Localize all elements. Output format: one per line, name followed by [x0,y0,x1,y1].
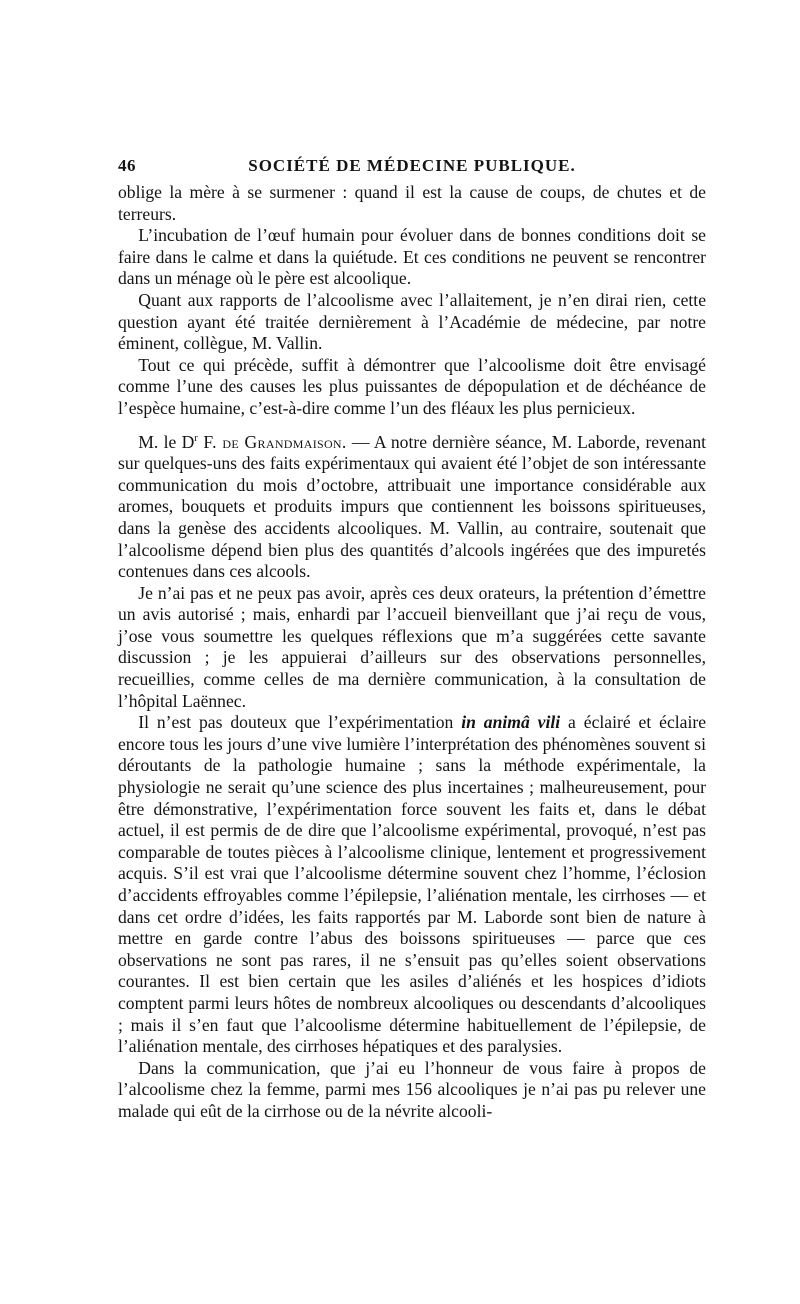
running-header [118,150,706,176]
body-text [118,182,706,1123]
paragraph-7-text-after: a éclairé et éclaire encore tous les jours d’une vive lumière l’interprétation des phénomènes souvent si déroutants de la pathologie humaine ; sans la méthode expérimentale, la physiologie ne serait qu’une science des plus incertaines ; malheureusement, pour être démonstrative, l’expérimentation force souvent les faits et, dans le débat actuel, il est permis de de dire que l’alcoolisme expérimental, provoqué, n’est pas comparable de toutes pièces à l’alcoolisme clinique, lentement et progressivement acquis. S’il est vrai que l’alcoolisme détermine souvent chez l’homme, l’éclosion d’accidents effroyables comme l’épilepsie, l’aliénation mentale, les cirrhoses — et dans cet ordre d’idées, les faits rapportés par M. Laborde sont bien de nature à mettre en garde contre l’abus des boissons spiritueuses — parce que ces observations ne sont pas rares, il ne s’ensuit pas qu’elles soient observations courantes. Il est bien certain que les asiles d’aliénés et les hospices d’idiots comptent parmi leurs hôtes de nombreux alcooliques ou descendants d’alcooliques ; mais il s’en faut que l’alcoolisme détermine habituellement de l’épilepsie, de l’aliénation mentale, des cirrhoses hépatiques et des paralysies. [118,712,707,1057]
paragraph-7-text-before: Il n’est pas douteux que l’expérimentation [138,712,462,733]
paragraph-5 [118,432,706,583]
speaker-prefix: M. le D [138,431,195,452]
paragraph-4: Tout ce qui précède, suffit à démontrer que l’alcoolisme doit être envisagé comme l’une des causes les plus puissantes de dépopulation et de déchéance de l’espèce humaine, c’est-à-dire comme l’un des fléaux les plus pernicieux. [118,354,706,418]
paragraph-3: Quant aux rapports de l’alcoolisme avec l’allaitement, je n’en dirai rien, cette question ayant été traitée dernièrement à l’Académie de médecine, par notre éminent, collègue, M. Vallin. [118,289,706,354]
document-page [118,150,706,1123]
paragraph-2: L’incubation de l’œuf humain pour évoluer dans de bonnes conditions doit se faire dans le calme et dans la quiétude. Et ces conditions ne peuvent se rencontrer dans un ménage où le père est alcoolique. [118,225,706,289]
speaker-title-superscript: r [194,432,198,444]
running-title: SOCIÉTÉ DE MÉDECINE PUBLIQUE. [248,156,576,175]
paragraph-5-text: — A notre dernière séance, M. Laborde, revenant sur quelques-uns des faits expérimentaux qui avaient été l’objet de son intéressante communication du mois d’octobre, attribuait une importance considérable aux aromes, bouquets et produits impurs que contiennent les boissons spiritueuses, dans la genèse des accidents alcooliques. M. Vallin, au contraire, soutenait que l’alcoolisme dépend bien plus des quantités d’alcools ingérées que des impuretés contenues dans ces alcools. [118,431,707,582]
paragraph-8: Dans la communication, que j’ai eu l’honneur de vous faire à propos de l’alcoolisme chez la femme, parmi mes 156 alcooliques je n’ai pas pu relever une malade qui eût de la cirrhose ou de la névrite alcooli- [118,1057,706,1121]
paragraph-7 [118,712,706,1058]
speaker-name: F. de Grandmaison. [197,431,347,452]
page-number: 46 [118,156,136,175]
latin-phrase: in animâ vili [461,712,561,733]
paragraph-6: Je n’ai pas et ne peux pas avoir, après ces deux orateurs, la prétention d’émettre un avis autorisé ; mais, enhardi par l’accueil bienveillant que j’ai reçu de vous, j’ose vous soumettre les quelques réflexions que m’a suggérées cette savante discussion ; je les appuierai d’ailleurs sur des observations personnelles, recueillies, comme celles de ma dernière communication, à la consultation de l’hôpital Laënnec. [118,582,706,711]
paragraph-1: oblige la mère à se surmener : quand il est la cause de coups, de chutes et de terreurs. [118,182,706,224]
